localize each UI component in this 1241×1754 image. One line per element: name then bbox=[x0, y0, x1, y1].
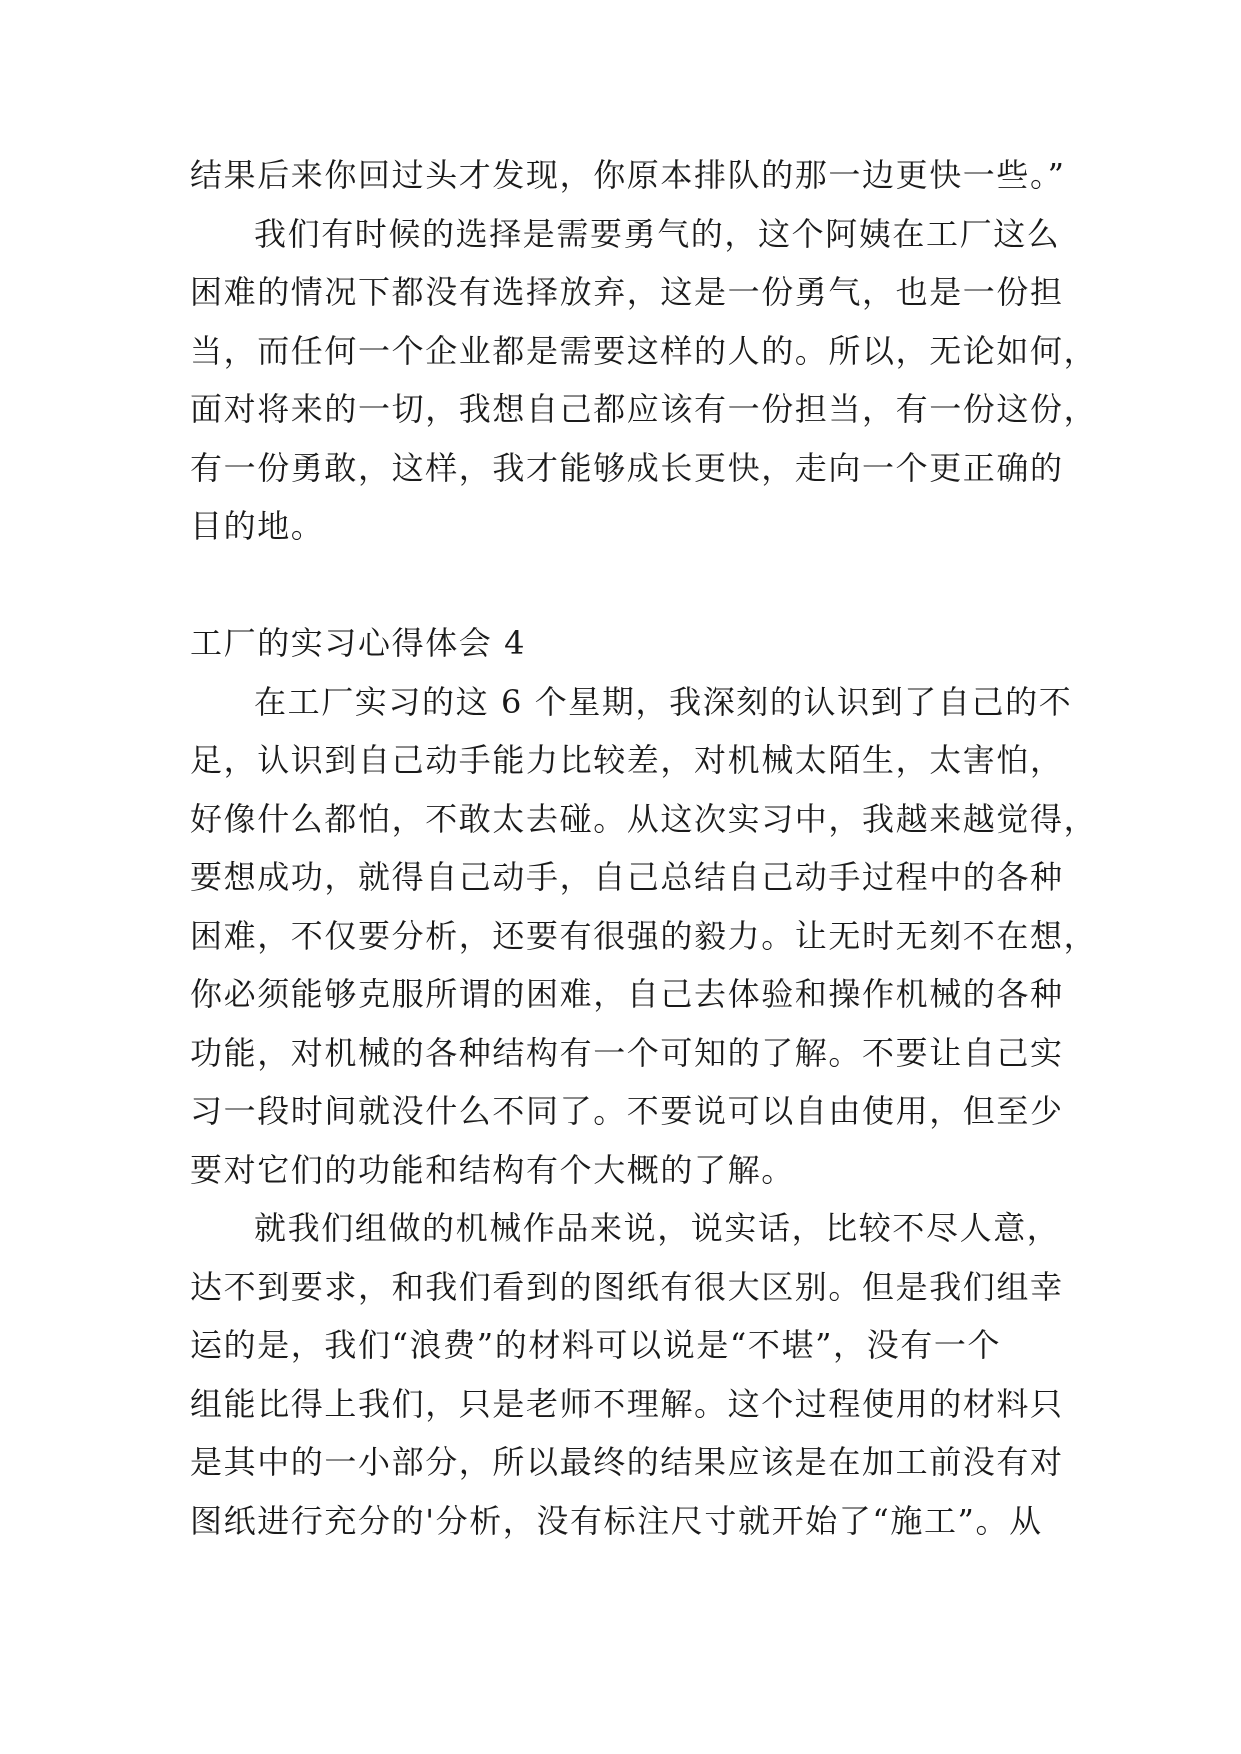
text-line: 困难，不仅要分析，还要有很强的毅力。让无时无刻不在想， bbox=[190, 916, 1098, 955]
text-line: 要想成功，就得自己动手，自己总结自己动手过程中的各种 bbox=[190, 858, 1064, 896]
document-page bbox=[190, 146, 1098, 1550]
text-line: 足，认识到自己动手能力比较差，对机械太陌生，太害怕， bbox=[190, 741, 1064, 779]
text-line: 目的地。 bbox=[190, 507, 325, 545]
text-line: 我们有时候的选择是需要勇气的，这个阿姨在工厂这么 bbox=[254, 214, 1061, 253]
text-line: 要对它们的功能和结构有个大概的了解。 bbox=[190, 1150, 795, 1189]
text-line: 当，而任何一个企业都是需要这样的人的。所以，无论如何， bbox=[190, 331, 1098, 370]
text-line: 困难的情况下都没有选择放弃，这是一份勇气，也是一份担 bbox=[190, 273, 1064, 311]
text-line: 达不到要求，和我们看到的图纸有很大区别。但是我们组幸 bbox=[190, 1267, 1064, 1306]
text-line: 运的是，我们“浪费”的材料可以说是“不堪”，没有一个 bbox=[190, 1326, 1002, 1364]
text-line: 结果后来你回过头才发现，你原本排队的那一边更快一些。” bbox=[190, 156, 1066, 194]
section-spacer bbox=[190, 556, 1052, 615]
text-line: 有一份勇敢，这样，我才能够成长更快，走向一个更正确的 bbox=[190, 448, 1064, 487]
text-line: 就我们组做的机械作品来说，说实话，比较不尽人意， bbox=[254, 1209, 1061, 1247]
text-line: 习一段时间就没什么不同了。不要说可以自由使用，但至少 bbox=[190, 1092, 1064, 1130]
text-line: 组能比得上我们，只是老师不理解。这个过程使用的材料只 bbox=[190, 1384, 1064, 1423]
paragraph-block-2 bbox=[190, 673, 1098, 1551]
text-line: 功能，对机械的各种结构有一个可知的了解。不要让自己实 bbox=[190, 1033, 1064, 1072]
text-line: 好像什么都怕，不敢太去碰。从这次实习中，我越来越觉得， bbox=[190, 799, 1098, 838]
text-line: 是其中的一小部分，所以最终的结果应该是在加工前没有对 bbox=[190, 1443, 1064, 1481]
text-line: 面对将来的一切，我想自己都应该有一份担当，有一份这份， bbox=[190, 390, 1098, 428]
text-line: 在工厂实习的这 6 个星期，我深刻的认识到了自己的不 bbox=[254, 682, 1073, 721]
section-heading: 工厂的实习心得体会 4 bbox=[190, 624, 527, 662]
text-line: 图纸进行充分的'分析，没有标注尺寸就开始了“施工”。从 bbox=[190, 1501, 1043, 1540]
text-line: 你必须能够克服所谓的困难，自己去体验和操作机械的各种 bbox=[190, 975, 1064, 1013]
paragraph-block-1 bbox=[190, 146, 1098, 556]
